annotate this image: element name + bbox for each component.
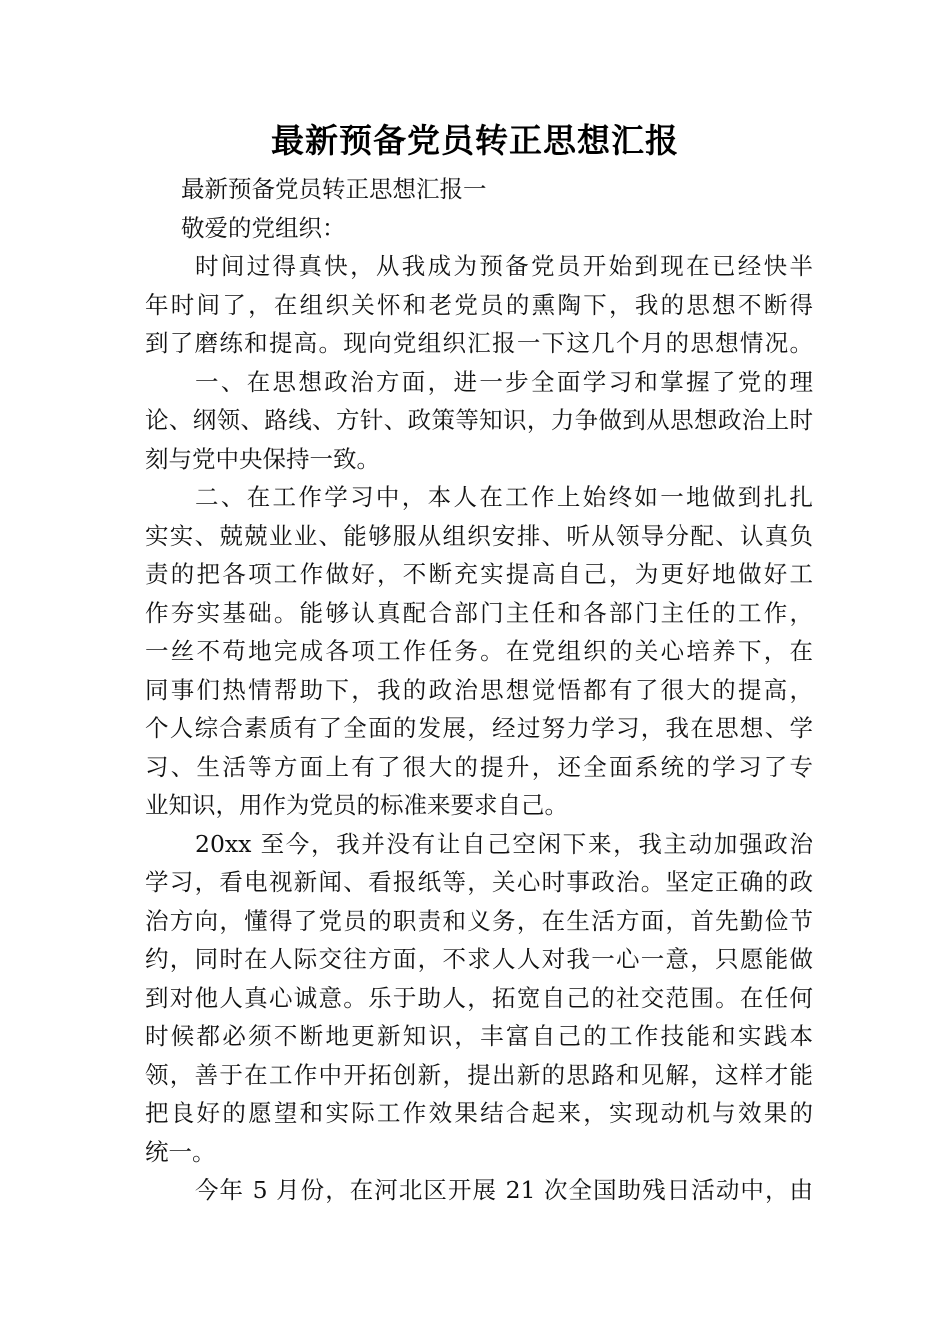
- paragraph-line: 业知识，用作为党员的标准来要求自己。: [145, 791, 568, 819]
- paragraph-line: 统一。: [145, 1137, 216, 1166]
- paragraph-line: 刻与党中央保持一致。: [145, 444, 380, 473]
- paragraph-line: 今年 5 月份，在河北区开展 21 次全国助残日活动中，由: [195, 1176, 813, 1204]
- paragraph-3: [145, 478, 813, 825]
- paragraph-line: 到对他人真心诚意。乐于助人，拓宽自己的社交范围。在任何: [145, 983, 813, 1012]
- paragraph-line: 20xx 至今，我并没有让自己空闲下来，我主动加强政治: [195, 829, 813, 858]
- paragraph-line: 责的把各项工作做好，不断充实提高自己，为更好地做好工: [145, 560, 813, 588]
- paragraph-line: 实实、兢兢业业、能够服从组织安排、听从领导分配、认真负: [145, 521, 813, 550]
- paragraph-line: 领，善于在工作中开拓创新，提出新的思路和见解，这样才能: [145, 1060, 813, 1089]
- paragraph-4: [145, 825, 813, 1172]
- paragraph-line: 作夯实基础。能够认真配合部门主任和各部门主任的工作，: [145, 598, 813, 627]
- paragraph-2: [145, 363, 813, 479]
- paragraph-1: [145, 247, 813, 363]
- paragraph-line: 习、生活等方面上有了很大的提升，还全面系统的学习了专: [145, 752, 813, 781]
- paragraph-line: 同事们热情帮助下，我的政治思想觉悟都有了很大的提高，: [145, 675, 813, 704]
- paragraph-line: 约，同时在人际交往方面，不求人人对我一心一意，只愿能做: [145, 945, 813, 973]
- paragraph-line: 个人综合素质有了全面的发展，经过努力学习，我在思想、学: [145, 714, 813, 742]
- paragraph-line: 一、在思想政治方面，进一步全面学习和掌握了党的理: [195, 367, 813, 396]
- paragraph-line: 把良好的愿望和实际工作效果结合起来，实现动机与效果的: [145, 1099, 813, 1127]
- paragraph-line: 年时间了，在组织关怀和老党员的熏陶下，我的思想不断得: [145, 290, 813, 319]
- document-body: [145, 170, 813, 1210]
- paragraph-5: [145, 1171, 813, 1210]
- paragraph-line: 时间过得真快，从我成为预备党员开始到现在已经快半: [195, 252, 813, 280]
- paragraph-line: 学习，看电视新闻、看报纸等，关心时事政治。坚定正确的政: [145, 868, 813, 896]
- salutation: 敬爱的党组织：: [181, 213, 346, 242]
- paragraph-line: 时候都必须不断地更新知识，丰富自己的工作技能和实践本: [145, 1022, 813, 1050]
- document-title: 最新预备党员转正思想汇报: [271, 121, 679, 160]
- paragraph-line: 一丝不苟地完成各项工作任务。在党组织的关心培养下，在: [145, 637, 813, 665]
- document-subtitle: 最新预备党员转正思想汇报一: [181, 175, 487, 203]
- paragraph-line: 治方向，懂得了党员的职责和义务，在生活方面，首先勤俭节: [145, 906, 813, 935]
- paragraph-line: 到了磨练和提高。现向党组织汇报一下这几个月的思想情况。: [145, 329, 813, 357]
- paragraph-line: 二、在工作学习中，本人在工作上始终如一地做到扎扎: [195, 483, 813, 511]
- paragraph-line: 论、纲领、路线、方针、政策等知识，力争做到从思想政治上时: [145, 406, 813, 434]
